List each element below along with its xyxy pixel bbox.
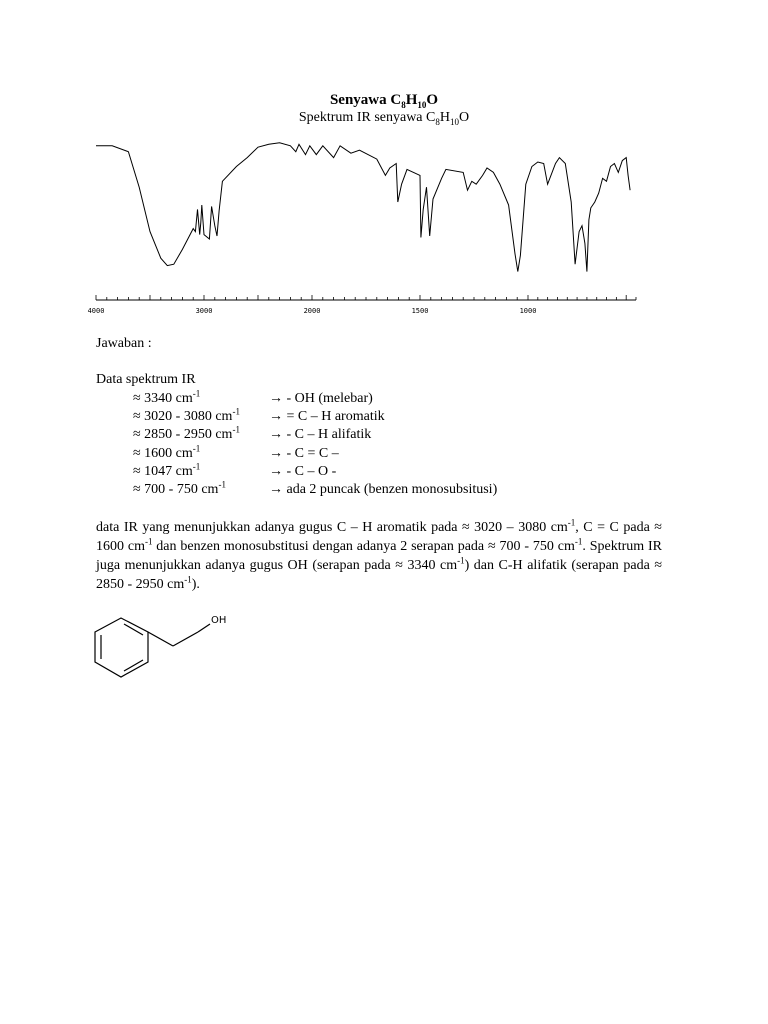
- chain-bond-3: [198, 624, 210, 632]
- spectrum-title: Spektrum IR senyawa $C_8H_{10}O$: [298, 110, 470, 127]
- ir-row: [133, 463, 497, 481]
- spectrum-ticks: [96, 295, 636, 300]
- ir-assignment: → - C – H alifatik: [269, 427, 372, 443]
- ir-row: [133, 390, 497, 408]
- ir-row: [133, 408, 497, 426]
- ir-assignment: → - C = C –: [269, 445, 339, 461]
- ir-wavenumber: [133, 408, 269, 426]
- chain-bond-1: [148, 632, 173, 646]
- unit-exponent: -1: [232, 406, 240, 417]
- unit-exponent: -1: [232, 424, 240, 435]
- data-section-title: Data spektrum IR: [96, 372, 196, 387]
- ir-data-table: [133, 390, 497, 499]
- x-tick-label: 1500: [411, 307, 429, 315]
- ir-wavenumber: [133, 390, 269, 408]
- ir-wavenumber: [133, 442, 269, 463]
- ir-row: [133, 481, 497, 499]
- benzene-double-bond-3: [124, 660, 143, 671]
- wavenumber-value: ≈ 1047 cm: [133, 463, 193, 479]
- explanation-paragraph: data IR yang menunjukkan adanya gugus C – H aromatik pada ≈ 3020 – 3080 $cm^{-1}$, C = C pada ≈ 1600 $cm^{-1}$ dan benzen monosubstitusi dengan adanya 2 serapan pada ≈ 700 - 750 $cm^{-1}$. Spektrum IR juga menunjukkan adanya gugus OH (serapan pada ≈ 3340 $cm^{-1}$) dan C-H alifatik (serapan pada ≈ 2850 - 2950 $cm^{-1}$).: [96, 517, 663, 592]
- ir-assignment: → ada 2 puncak (benzen monosubsitusi): [269, 481, 498, 497]
- x-tick-label: 4000: [87, 307, 105, 315]
- x-tick-label: 3000: [195, 307, 213, 315]
- chain-bond-2: [173, 632, 198, 646]
- ir-assignment: → - C – O -: [269, 463, 337, 479]
- ir-wavenumber: [133, 463, 269, 481]
- benzene-double-bond-2: [124, 624, 143, 635]
- x-tick-label: 2000: [303, 307, 321, 315]
- answer-label: Jawaban :: [96, 336, 152, 351]
- unit-exponent: -1: [218, 479, 226, 490]
- ir-assignment: → = C – H aromatik: [269, 409, 385, 425]
- unit-exponent: -1: [192, 388, 201, 399]
- x-tick-label: 1000: [519, 307, 537, 315]
- ir-row: [133, 445, 497, 463]
- wavenumber-value: ≈ 3340 cm: [133, 391, 193, 406]
- benzene-ring: [95, 618, 148, 677]
- unit-exponent: -1: [192, 442, 201, 453]
- phenylethanol-structure: [88, 608, 248, 688]
- wavenumber-value: ≈ 2850 - 2950 cm: [133, 427, 233, 443]
- ir-assignment: → - OH (melebar): [269, 391, 373, 406]
- wavenumber-value: ≈ 700 - 750 cm: [133, 481, 219, 497]
- unit-exponent: -1: [192, 461, 201, 472]
- wavenumber-value: ≈ 1600 cm: [133, 445, 193, 461]
- ir-wavenumber: [133, 426, 269, 444]
- ir-spectrum-chart: [87, 124, 638, 324]
- document-title: Senyawa $C_8H_{10}O$: [329, 92, 439, 110]
- spectrum-tick-labels: [88, 307, 537, 315]
- oh-label: OH: [211, 615, 227, 626]
- spectrum-series-line: [96, 143, 630, 272]
- wavenumber-value: ≈ 3020 - 3080 cm: [133, 409, 233, 425]
- ir-wavenumber: [133, 481, 269, 499]
- ir-row: [133, 426, 497, 444]
